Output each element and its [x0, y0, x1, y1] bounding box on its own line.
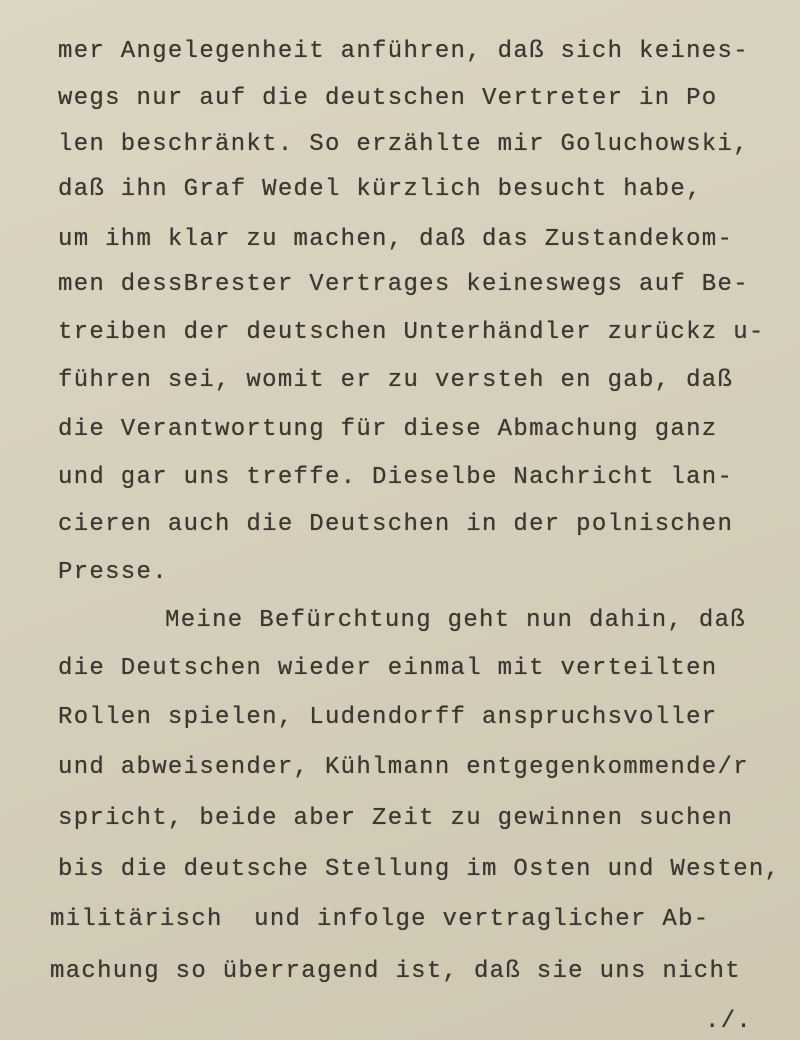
text-line: ./.: [705, 1008, 753, 1035]
text-line: len beschränkt. So erzählte mir Goluchowski,: [58, 131, 749, 158]
text-line: militärisch und infolge vertraglicher Ab-: [50, 906, 710, 933]
text-line: spricht, beide aber Zeit zu gewinnen suchen: [58, 805, 734, 832]
text-line: cieren auch die Deutschen in der polnischen: [58, 511, 734, 538]
text-line: machung so überragend ist, daß sie uns nicht: [50, 958, 741, 985]
text-line: und abweisender, Kühlmann entgegenkommende/r: [58, 754, 749, 781]
text-line: men dessBrester Vertrages keineswegs auf Be-: [58, 271, 749, 298]
text-line: mer Angelegenheit anführen, daß sich keines-: [58, 38, 749, 65]
text-line: um ihm klar zu machen, daß das Zustandekom-: [58, 226, 734, 253]
text-line: treiben der deutschen Unterhändler zurückz u-: [58, 319, 765, 346]
text-line: Rollen spielen, Ludendorff anspruchsvoller: [58, 704, 718, 731]
text-line: und gar uns treffe. Dieselbe Nachricht lan-: [58, 464, 734, 491]
text-line: Presse.: [58, 559, 168, 586]
text-line: Meine Befürchtung geht nun dahin, daß: [165, 607, 746, 634]
text-line: führen sei, womit er zu versteh en gab, daß: [58, 367, 734, 394]
text-line: wegs nur auf die deutschen Vertreter in Po: [58, 85, 718, 112]
text-line: bis die deutsche Stellung im Osten und Westen,: [58, 856, 781, 883]
text-line: die Deutschen wieder einmal mit verteilten: [58, 655, 718, 682]
text-line: daß ihn Graf Wedel kürzlich besucht habe,: [58, 176, 702, 203]
text-line: die Verantwortung für diese Abmachung ganz: [58, 416, 718, 443]
